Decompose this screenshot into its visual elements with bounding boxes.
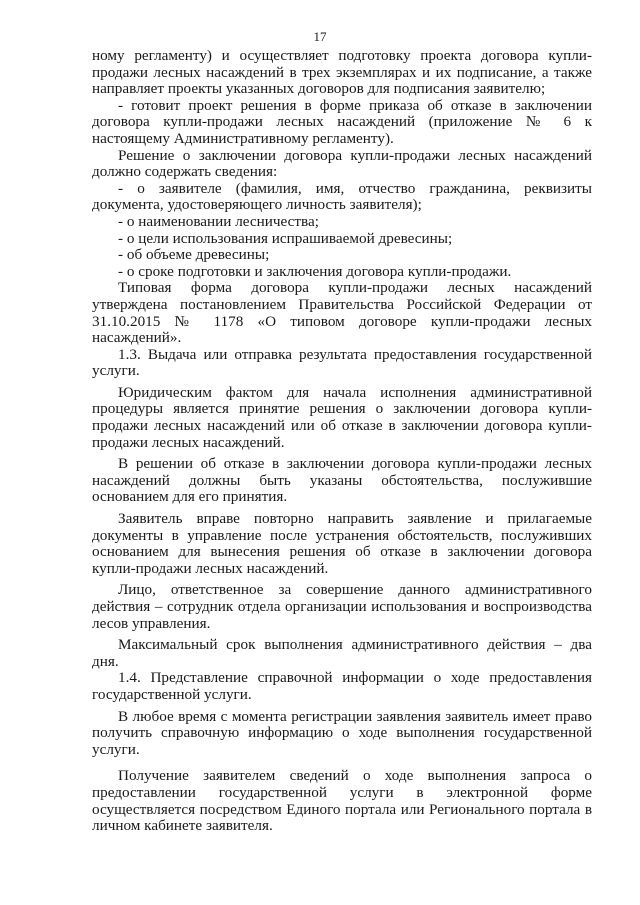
paragraph-continuation: ному регламенту) и осуществляет подготовку проекта договора купли-продажи лесных насаждений в трех экземплярах и их подписание, а также направляет проекты указанных договоров для подписания заявителю;	[92, 47, 592, 98]
list-item: - о заявителе (фамилия, имя, отчество гражданина, реквизиты документа, удостоверяющего личность заявителя);	[92, 179, 592, 214]
paragraph: Юридическим фактом для начала исполнения административной процедуры является принятие решения о заключении договора купли-продажи лесных насаждений или об отказе в заключении договора купли-продажи лесных насаждений.	[92, 383, 592, 451]
list-item: - об объеме древесины;	[118, 246, 270, 264]
list-item: - готовит проект решения в форме приказа об отказе в заключении договора купли-продажи лесных насаждений (приложение № 6 к настоящему Административному регламенту).	[92, 96, 592, 147]
paragraph: В любое время с момента регистрации заявления заявитель имеет право получить справочную информацию о ходе выполнения государственной услуги.	[92, 707, 592, 758]
paragraph: В решении об отказе в заключении договора купли-продажи лесных насаждений должны быть указаны обстоятельства, послужившие основанием для его принятия.	[92, 455, 592, 506]
list-item: - о наименовании лесничества;	[118, 212, 319, 230]
paragraph: Максимальный срок выполнения административного действия – два дня.	[92, 636, 592, 670]
paragraph: Типовая форма договора купли-продажи лесных насаждений утверждена постановлением Правительства Российской Федерации от 31.10.2015 № 1178 «О типовом договоре купли-продажи лесных насаждений».	[92, 279, 592, 347]
paragraph: Заявитель вправе повторно направить заявление и прилагаемые документы в управление после устранения обстоятельств, послуживших основанием для вынесения решения об отказе в заключении договора купли-продажи лесных насаждений.	[92, 510, 592, 577]
paragraph: Получение заявителем сведений о ходе выполнения запроса о предоставлении государственной услуги в электронной форме осуществляется посредством Единого портала или Регионального портала в личном кабинете заявителя.	[92, 767, 592, 835]
list-item: - о сроке подготовки и заключения договора купли-продажи.	[118, 262, 512, 280]
section-heading: 1.4. Представление справочной информации о ходе предоставления государственной услуги.	[92, 669, 592, 703]
list-item: - о цели использования испрашиваемой древесины;	[118, 229, 453, 247]
section-heading: 1.3. Выдача или отправка результата предоставления государственной услуги.	[92, 345, 592, 380]
document-body	[92, 48, 592, 835]
page-number: 17	[313, 29, 327, 44]
paragraph: Лицо, ответственное за совершение данного административного действия – сотрудник отдела организации использования и воспроизводства лесов управления.	[92, 581, 592, 632]
paragraph: Решение о заключении договора купли-продажи лесных насаждений должно содержать сведения:	[92, 146, 592, 181]
